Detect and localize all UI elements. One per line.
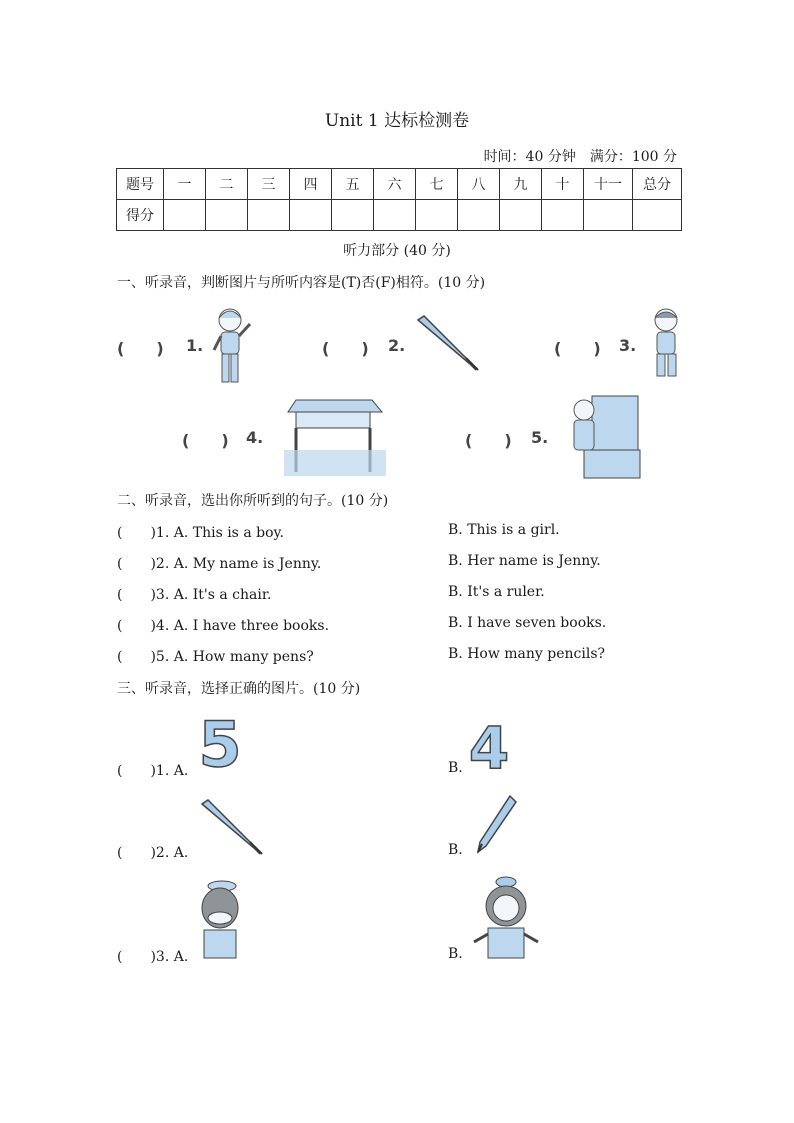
part3-option-a: ( )1. A. (117, 763, 189, 779)
answer-blank: ( ) (182, 431, 229, 450)
score-table-cell: 十一 (584, 169, 633, 200)
part3-option-b: B. (448, 760, 463, 776)
score-table-cell: 三 (248, 169, 290, 200)
item-number: 5. (531, 428, 549, 447)
score-table-header-row (117, 169, 682, 200)
score-cell-blank (416, 200, 458, 231)
part1-heading: 一、听录音，判断图片与所听内容是(T)否(F)相符。(10 分) (117, 275, 486, 291)
part3-option-b: B. (448, 842, 463, 858)
score-table (116, 168, 682, 231)
teacher-picture (570, 394, 640, 478)
pen-picture (198, 800, 268, 858)
part2-option-b: B. This is a girl. (448, 522, 560, 538)
score-table-cell: 五 (332, 169, 374, 200)
score-cell-blank (332, 200, 374, 231)
score-table-cell: 题号 (117, 169, 164, 200)
part2-option-a: ( )3. A. It's a chair. (117, 587, 272, 603)
score-table-cell: 八 (458, 169, 500, 200)
score-table-cell: 二 (206, 169, 248, 200)
score-table-score-row (117, 200, 682, 231)
answer-blank: ( ) (465, 431, 512, 450)
score-cell-blank (164, 200, 206, 231)
score-cell-blank (248, 200, 290, 231)
answer-blank: ( ) (322, 339, 369, 358)
score-table-cell: 四 (290, 169, 332, 200)
part3-option-a: ( )2. A. (117, 845, 189, 861)
score-cell-blank (374, 200, 416, 231)
item-number: 2. (388, 336, 406, 355)
pencil-picture (474, 794, 518, 856)
score-cell-blank (206, 200, 248, 231)
item-number: 3. (619, 336, 637, 355)
item-number: 4. (246, 428, 264, 447)
girl-picture (470, 876, 542, 958)
number-four-picture (468, 710, 510, 782)
part2-option-b: B. Her name is Jenny. (448, 553, 601, 569)
item-number: 1. (186, 336, 204, 355)
part2-option-a: ( )1. A. This is a boy. (117, 525, 285, 541)
score-cell-blank (584, 200, 633, 231)
pen-picture (414, 316, 484, 372)
desk-picture (284, 398, 386, 476)
answer-blank: ( ) (554, 339, 601, 358)
part2-option-a: ( )5. A. How many pens? (117, 649, 314, 665)
score-cell-blank (458, 200, 500, 231)
score-table-cell: 总分 (633, 169, 682, 200)
girl-picture (206, 306, 258, 390)
boy-picture (644, 306, 688, 384)
score-table-cell: 九 (500, 169, 542, 200)
score-table-cell: 六 (374, 169, 416, 200)
number-five-text: 5 (198, 708, 242, 781)
listening-section-title: 听力部分 (40 分) (343, 243, 451, 259)
part2-option-b: B. I have seven books. (448, 615, 607, 631)
part2-option-a: ( )2. A. My name is Jenny. (117, 556, 322, 572)
score-table-cell: 一 (164, 169, 206, 200)
score-cell-blank (500, 200, 542, 231)
part2-option-b: B. How many pencils? (448, 646, 606, 662)
number-five-picture (198, 708, 242, 781)
score-cell-blank (542, 200, 584, 231)
score-table-cell: 七 (416, 169, 458, 200)
part3-option-b: B. (448, 946, 463, 962)
number-four-text: 4 (468, 714, 510, 782)
time-and-score-info: 时间：40 分钟 满分：100 分 (483, 149, 677, 165)
part2-option-a: ( )4. A. I have three books. (117, 618, 330, 634)
score-row-label: 得分 (117, 200, 164, 231)
part2-heading: 二、听录音，选出你所听到的句子。(10 分) (117, 493, 389, 509)
score-cell-blank (290, 200, 332, 231)
cartoon-animal-picture (192, 878, 248, 958)
score-table-cell: 十 (542, 169, 584, 200)
page-title: Unit 1 达标检测卷 (324, 111, 470, 131)
part2-option-b: B. It's a ruler. (448, 584, 545, 600)
score-cell-blank (633, 200, 682, 231)
part3-option-a: ( )3. A. (117, 949, 189, 965)
answer-blank: ( ) (117, 339, 164, 358)
part3-heading: 三、听录音，选择正确的图片。(10 分) (117, 681, 361, 697)
